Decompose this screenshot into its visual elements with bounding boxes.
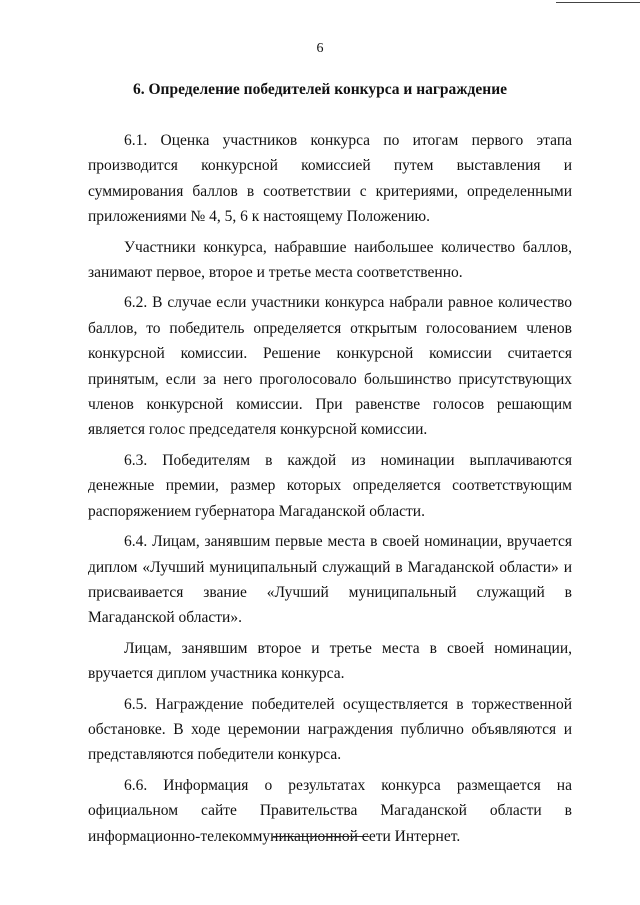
paragraph-6-4: 6.4. Лицам, занявшим первые места в своей номинации, вручается диплом «Лучший муниципальный служащий в Магаданской области» и присваивается звание «Лучший муниципальный служащий в Магаданской области». [88,533,572,627]
document-body [88,128,572,854]
paragraph-participants-ranking: Участники конкурса, набравшие наибольшее количество баллов, занимают первое, второе и третье места соответственно. [88,238,572,282]
paragraph-6-2: 6.2. В случае если участники конкурса набрали равное количество баллов, то победитель определяется открытым голосованием членов конкурсной комиссии. Решение конкурсной комиссии считается принятым, если за него проголосовало большинство присутствующих членов конкурсной комиссии. При равенстве голосов решающим является голос председателя конкурсной комиссии. [88,294,572,439]
paragraph-6-3: 6.3. Победителям в каждой из номинации выплачиваются денежные премии, размер которых определяется соответствующим распоряжением губернатора Магаданской области. [88,451,572,520]
corner-line [556,2,640,3]
paragraph-6-5: 6.5. Награждение победителей осуществляется в торжественной обстановке. В ходе церемонии награждения публично объявляются и представляются победители конкурса. [88,695,572,764]
section-title: 6. Определение победителей конкурса и награждение [132,81,508,98]
paragraph-second-third-places: Лицам, занявшим второе и третье места в своей номинации, вручается диплом участника конкурса. [88,639,572,683]
paragraph-6-6: 6.6. Информация о результатах конкурса размещается на официальном сайте Правительства Магаданской области в информационно-телекоммуникационной сети Интернет. [88,776,572,845]
paragraph-6-1: 6.1. Оценка участников конкурса по итогам первого этапа производится конкурсной комиссией путем выставления и суммирования баллов в соответствии с критериями, определенными приложениями № 4, 5, 6 к настоящему Положению. [88,132,572,226]
page-number: 6 [316,41,324,56]
end-separator-line [273,836,369,837]
